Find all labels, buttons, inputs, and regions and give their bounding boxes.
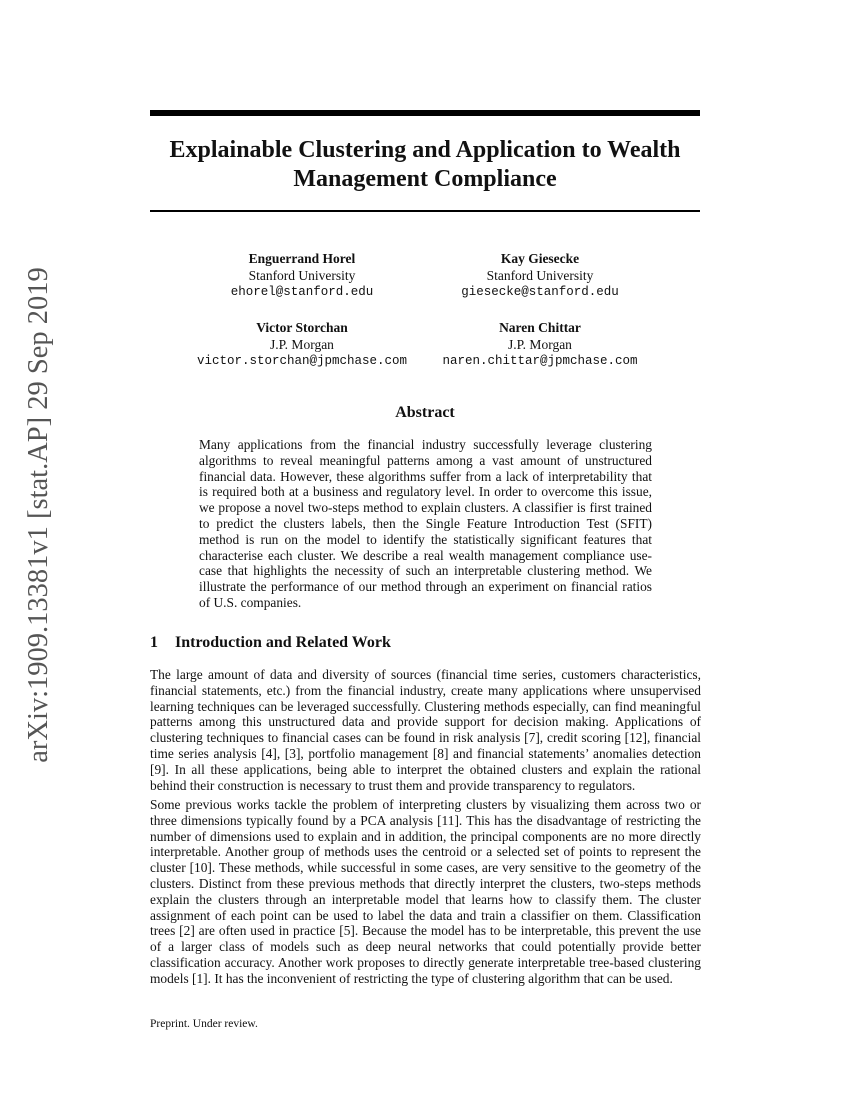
author-block-1 [172, 250, 432, 301]
abstract-heading: Abstract [395, 404, 455, 421]
paper-title-line-1: Explainable Clustering and Application to Wealth [169, 137, 681, 163]
author-email: victor.storchan@jpmchase.com [196, 354, 408, 368]
author-name: Naren Chittar [499, 320, 581, 335]
title-bottom-rule [150, 210, 700, 212]
preprint-footnote: Preprint. Under review. [150, 1018, 258, 1030]
arxiv-identifier: arXiv:1909.13381v1 [stat.AP] 29 Sep 2019 [23, 267, 54, 763]
author-affiliation: Stanford University [248, 268, 356, 283]
author-email: ehorel@stanford.edu [230, 285, 374, 299]
section-number: 1 [150, 634, 158, 651]
author-affiliation: J.P. Morgan [270, 337, 334, 352]
author-name: Kay Giesecke [500, 251, 580, 266]
author-affiliation: J.P. Morgan [508, 337, 572, 352]
author-email: giesecke@stanford.edu [461, 285, 619, 299]
author-email: naren.chittar@jpmchase.com [442, 354, 638, 368]
section-title: Introduction and Related Work [175, 634, 391, 651]
intro-paragraph-1: The large amount of data and diversity of sources (financial time series, customers characteristics, financial statements, etc.) from the financial industry, create many applications where unsupervised learning techniques can be leveraged successfully. Clustering methods especially, can find meaningful patterns among this unstructured data and provide support for decision making. Applications of clustering techniques to financial cases can be found in risk analysis [7], credit scoring [12], financial time series analysis [4], [3], portfolio management [8] and financial statements’ anomalies detection [9]. In all these applications, being able to interpret the obtained clusters and explain the rational behind their construction is necessary to trust them and provide transparency to regulators. [150, 667, 701, 793]
author-block-3 [172, 319, 432, 370]
section-heading [150, 634, 700, 652]
paper-title-line-2: Management Compliance [293, 166, 557, 192]
intro-paragraph-2: Some previous works tackle the problem of interpreting clusters by visualizing them across two or three dimensions typically found by a PCA analysis [11]. This has the disadvantage of restricting the number of dimensions used to explain and in addition, the principal components are no more directly interpretable. Another group of methods uses the centroid or a selected set of points to represent the cluster [10]. These methods, while successful in some cases, are very sensitive to the geometry of the clusters. Distinct from these previous methods that directly interpret the clusters, two-steps methods explain the clusters through an interpretable model that learns how to classify them. The cluster assignment of each point can be used to label the data and train a classifier on them. Classification trees [2] are often used in practice [5]. Because the model has to be interpretable, this prevent the use of a larger class of models such as deep neural networks that could potentially provide better classification accuracy. Another work proposes to directly generate interpretable tree-based clustering models [1]. It has the inconvenient of restricting the type of clustering algorithm that can be used. [150, 797, 701, 986]
author-block-2 [410, 250, 670, 301]
author-name: Victor Storchan [256, 320, 348, 335]
author-affiliation: Stanford University [486, 268, 594, 283]
author-name: Enguerrand Horel [248, 251, 356, 266]
title-top-rule [150, 110, 700, 116]
author-block-4 [410, 319, 670, 370]
paper-title [150, 136, 700, 194]
abstract-text: Many applications from the financial industry successfully leverage clustering algorithms to reveal meaningful patterns among a vast amount of unstructured financial data. However, these algorithms suffer from a lack of interpretability that is required both at a business and regulatory level. In order to overcome this issue, we propose a novel two-steps method to explain clusters. A classifier is first trained to predict the clusters labels, then the Single Feature Introduction Test (SFIT) method is run on the model to identify the statistically significant features that characterise each cluster. We describe a real wealth management compliance use-case that highlights the necessity of such an interpretable clustering method. We illustrate the performance of our method through an experiment on financial ratios of U.S. companies. [199, 437, 652, 610]
